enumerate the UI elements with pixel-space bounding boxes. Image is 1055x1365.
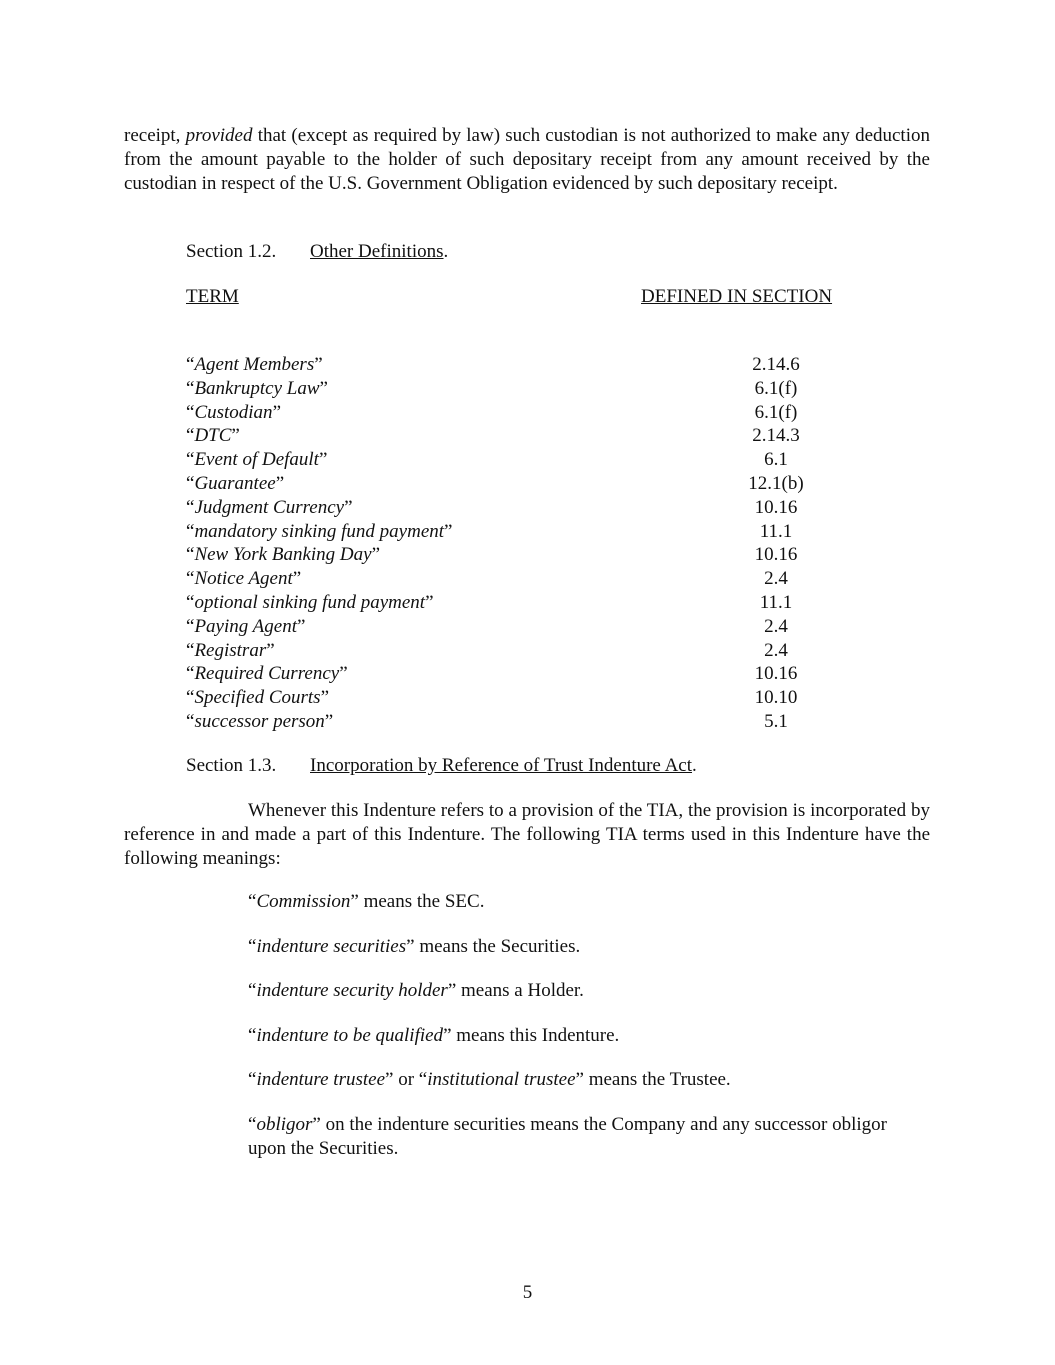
term-name: Bankruptcy Law — [194, 377, 320, 399]
definitions-table-row — [186, 472, 846, 496]
section-cell: 10.16 — [754, 663, 798, 685]
defined-term: indenture securities — [256, 935, 407, 957]
definitions-table-row — [186, 377, 846, 401]
term-name: Event of Default — [194, 449, 319, 471]
term-name: Specified Courts — [194, 687, 321, 709]
term-name: optional sinking fund payment — [194, 591, 426, 613]
definition-meaning: means the Securities. — [414, 935, 581, 957]
definitions-table-row — [186, 424, 846, 448]
section-cell: 6.1 — [764, 449, 788, 471]
section-cell: 11.1 — [759, 591, 793, 613]
section-cell: 2.14.3 — [752, 425, 800, 447]
section-title-period: . — [443, 241, 449, 262]
term-name: Registrar — [194, 639, 267, 661]
term-cell: “Event of Default” — [186, 449, 328, 471]
section-title: Other Definitions — [310, 241, 444, 262]
tia-definitions-list — [248, 890, 888, 1182]
section-1-2-heading — [186, 240, 448, 264]
definition-meaning: means the SEC. — [358, 891, 485, 912]
definitions-table — [186, 353, 846, 734]
definitions-table-row — [186, 615, 846, 639]
definition-meaning: means a Holder. — [456, 980, 584, 1002]
term-cell: “Notice Agent” — [186, 568, 302, 590]
definition-indenture-securities: “indenture securities” means the Securities. — [248, 935, 581, 957]
defined-term: indenture trustee — [256, 1069, 386, 1091]
term-name: Guarantee — [194, 472, 276, 494]
term-cell: “Guarantee” — [186, 472, 285, 494]
section-cell: 2.4 — [764, 639, 788, 661]
definition-indenture-trustee: “indenture trustee” or “institutional trustee” means the Trustee. — [248, 1069, 731, 1091]
section-cell: 6.1(f) — [754, 401, 798, 423]
term-name: successor person — [194, 710, 325, 732]
section-cell: 5.1 — [764, 710, 788, 732]
section-cell: 2.14.6 — [752, 354, 800, 375]
term-name: Agent Members — [194, 354, 315, 375]
defined-term: obligor — [256, 1113, 313, 1135]
definitions-table-row — [186, 496, 846, 520]
section-number: Section 1.2. — [186, 241, 277, 262]
term-cell: “Registrar” — [186, 639, 275, 661]
section-1-3-heading — [186, 754, 697, 778]
tia-paragraph: Whenever this Indenture refers to a provision of the TIA, the provision is incorporated by reference in and made a part of this Indenture. The following TIA terms used in this Indenture have the following meanings: — [124, 800, 930, 869]
term-cell: “DTC” — [186, 425, 240, 447]
term-cell: “Bankruptcy Law” — [186, 377, 328, 399]
term-cell: “mandatory sinking fund payment” — [186, 520, 453, 542]
defined-term: indenture to be qualified — [256, 1024, 444, 1046]
section-column-header: DEFINED IN SECTION — [641, 286, 833, 307]
term-cell: “New York Banking Day” — [186, 544, 381, 566]
term-cell: “Agent Members” — [186, 354, 323, 375]
intro-text-start: receipt, — [124, 125, 186, 146]
definition-commission: “Commission” means the SEC. — [248, 891, 485, 912]
section-cell: 10.10 — [754, 687, 798, 709]
definitions-table-row — [186, 591, 846, 615]
term-cell: “Judgment Currency” — [186, 496, 353, 518]
section-title: Incorporation by Reference of Trust Indenture Act — [310, 755, 693, 776]
definitions-table-row — [186, 353, 846, 377]
definitions-table-row — [186, 401, 846, 425]
section-cell: 2.4 — [764, 568, 788, 590]
term-name: Judgment Currency — [194, 496, 345, 518]
definition-meaning: on the indenture securities means the Company and any successor obligor upon the Securities. — [248, 1113, 887, 1159]
definitions-table-row — [186, 567, 846, 591]
definition-connector: or — [393, 1069, 419, 1091]
definitions-table-row — [186, 543, 846, 567]
definition-obligor: “obligor” on the indenture securities means the Company and any successor obligor upon the Securities. — [248, 1113, 887, 1159]
term-column-header: TERM — [186, 286, 239, 307]
section-number: Section 1.3. — [186, 755, 277, 776]
definitions-table-row — [186, 520, 846, 544]
definitions-table-row — [186, 639, 846, 663]
definition-indenture-security-holder: “indenture security holder” means a Holder. — [248, 980, 584, 1002]
page-number: 5 — [522, 1282, 533, 1303]
section-cell: 2.4 — [764, 615, 788, 637]
definitions-table-row — [186, 710, 846, 734]
definition-meaning: means the Trustee. — [583, 1069, 731, 1091]
term-cell: “Required Currency” — [186, 663, 348, 685]
term-name: Paying Agent — [194, 615, 297, 637]
definition-indenture-to-be-qualified: “indenture to be qualified” means this Indenture. — [248, 1024, 620, 1046]
definitions-table-row — [186, 662, 846, 686]
term-cell: “successor person” — [186, 710, 334, 732]
term-name: DTC — [194, 425, 232, 447]
intro-text-rest: that (except as required by law) such custodian is not authorized to make any deduction from the amount payable to the holder of such depositary receipt from any amount received by the custodian in respect of the U.S. Government Obligation evidenced by such depositary receipt. — [124, 125, 930, 194]
defined-term: indenture security holder — [256, 980, 448, 1002]
term-cell: “Paying Agent” — [186, 615, 306, 637]
term-name: mandatory sinking fund payment — [194, 520, 445, 542]
term-cell: “optional sinking fund payment” — [186, 591, 434, 613]
term-name: Required Currency — [194, 663, 340, 685]
section-cell: 10.16 — [754, 544, 798, 566]
term-name: Custodian — [194, 401, 273, 423]
definitions-table-row — [186, 448, 846, 472]
section-cell: 6.1(f) — [754, 377, 798, 399]
defined-term: institutional trustee — [427, 1069, 576, 1091]
section-cell: 11.1 — [759, 520, 793, 542]
section-title-period: . — [692, 755, 697, 776]
section-cell: 10.16 — [754, 496, 798, 518]
definitions-table-row — [186, 686, 846, 710]
intro-provided-term: provided — [185, 125, 253, 146]
term-name: Notice Agent — [194, 568, 293, 590]
term-name: New York Banking Day — [194, 544, 372, 566]
term-cell: “Custodian” — [186, 401, 281, 423]
definition-meaning: means this Indenture. — [451, 1024, 620, 1046]
defined-term: Commission — [256, 891, 351, 912]
intro-paragraph — [124, 124, 930, 196]
section-cell: 12.1(b) — [748, 472, 804, 494]
term-cell: “Specified Courts” — [186, 687, 330, 709]
